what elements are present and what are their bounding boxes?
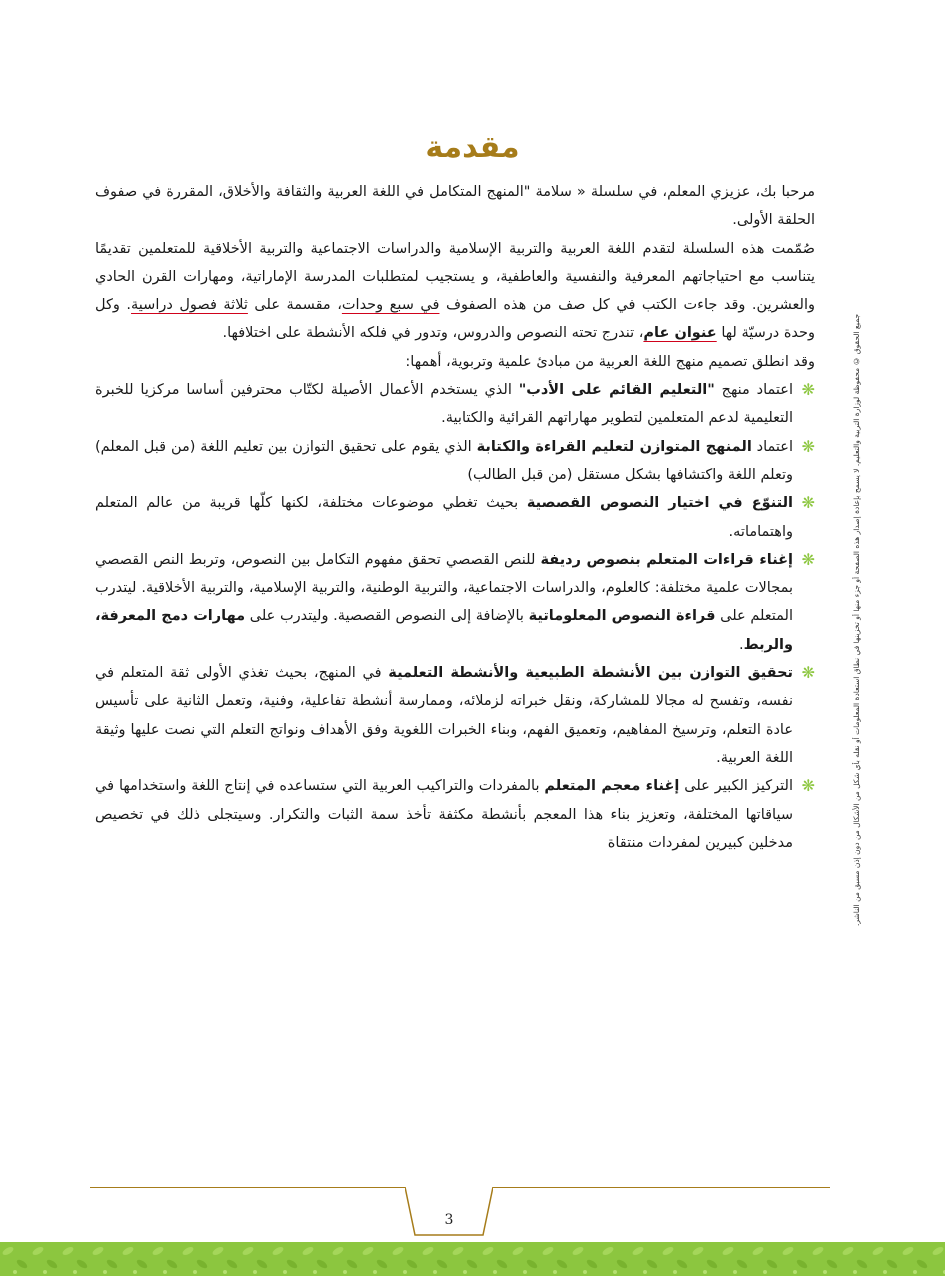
bold-phrase: مهارات دمج المعرفة، والربط bbox=[95, 608, 793, 653]
intro-paragraph-3: وقد انطلق تصميم منهج اللغة العربية من مبادئ علمية وتربوية، أهمها: bbox=[405, 353, 815, 370]
principles-list bbox=[95, 376, 815, 857]
text-run: بحيث تغطي موضوعات مختلفة، لكنها كلّها قريبة من عالم المتعلم واهتماماته. bbox=[95, 495, 793, 540]
text-run: ، مقسمة على bbox=[247, 297, 342, 314]
principle-item bbox=[95, 433, 815, 490]
text-run: اعتماد منهج bbox=[714, 382, 793, 399]
intro-paragraph-2 bbox=[95, 235, 815, 348]
underlined-phrase-title: عنوان عام bbox=[643, 325, 717, 342]
bold-phrase: "التعليم القائم على الأدب" bbox=[518, 382, 715, 399]
flower-bullet-icon: ❋ bbox=[801, 663, 815, 683]
intro-paragraph-1: مرحبا بك، عزيزي المعلم، في سلسلة « سلامة "المنهج المتكامل في اللغة العربية والثقافة والأخلاق، المقررة في صفوف الحلقة الأولى. bbox=[95, 184, 815, 229]
flower-bullet-icon: ❋ bbox=[801, 549, 815, 569]
text-run: للنص القصصي تحقق مفهوم التكامل بين النصوص، وتربط النص القصصي بمجالات علمية مختلفة: كالعلوم، والدراسات الاجتماعية، والتربية الوطنية، والتربية الإسلامية، والتربية الأخلاقية. ليتدرب المتعلم على bbox=[95, 551, 793, 625]
text-run: ، تندرج تحته النصوص والدروس، وتدور في فلكه الأنشطة على اختلافها. bbox=[222, 325, 644, 342]
flower-bullet-icon: ❋ bbox=[801, 776, 815, 796]
page-title: مقدمة bbox=[425, 130, 520, 165]
bold-phrase: إغناء معجم المتعلم bbox=[544, 778, 680, 795]
principle-item bbox=[95, 546, 815, 659]
leaf-pattern-icon bbox=[0, 1242, 945, 1276]
text-run: بالمفردات والتراكيب العربية التي ستساعده في إنتاج اللغة واستخدامها في سياقاتها المختلفة، وتعزيز بناء هذا المعجم بأنشطة مكثفة تأخذ سمة الثبات والتكرار. وسيتجلى ذلك في تخصيص مدخلين كبيرين لمفردات منتقاة bbox=[95, 778, 793, 851]
flower-bullet-icon: ❋ bbox=[801, 436, 815, 456]
text-run: . وكل وحدة درسيّة لها bbox=[95, 297, 815, 342]
principle-item bbox=[95, 772, 815, 857]
flower-bullet-icon: ❋ bbox=[801, 380, 815, 400]
underlined-phrase-terms: ثلاثة فصول دراسية bbox=[131, 297, 248, 314]
principle-item bbox=[95, 659, 815, 772]
underlined-phrase-units: في سبع وحدات bbox=[341, 297, 440, 314]
text-run: اعتماد bbox=[751, 438, 793, 455]
bold-phrase: التنوّع في اختيار النصوص القصصية bbox=[526, 495, 794, 512]
text-run: . bbox=[738, 636, 744, 653]
principle-item bbox=[95, 489, 815, 546]
decorative-footer-band bbox=[0, 1242, 945, 1276]
text-run: صُمّمت هذه السلسلة لتقدم اللغة العربية والتربية الإسلامية والدراسات الاجتماعية والتربية الأخلاقية للمتعلمين تقديمًا يتناسب مع احتياجاتهم المعرفية والنفسية والعاطفية، و يستجيب لمتطلبات المدرسة الإماراتية، ومهارات القرن الحادي والعشرين. وقد جاءت الكتب في كل صف من هذه الصفوف bbox=[95, 240, 815, 314]
copyright-note: جميع الحقوق © محفوظة لوزارة التربية والتعليم. لا يسمح بإعادة إصدار هذه الصفحة أو جزء منها أو تخزينها في نطاق استعادة المعلومات أو نقله بأي شكل من الأشكال من دون إذن مسبق من الناشر. bbox=[852, 313, 861, 927]
text-run: الذي يستخدم الأعمال الأصيلة لكتّاب محترفين أساسا مركزيا للخبرة التعليمية لدعم المتعلمين لتطوير مهاراتهم القرائية والكتابية. bbox=[95, 382, 793, 427]
text-run: الذي يقوم على تحقيق التوازن بين تعليم اللغة (من قبل المعلم) وتعلم اللغة واكتشافها بشكل مستقل (من قبل الطالب) bbox=[95, 438, 793, 483]
bold-phrase: تحقيق التوازن بين الأنشطة الطبيعية والأنشطة التعلمية bbox=[388, 665, 793, 682]
text-run: التركيز الكبير على bbox=[679, 778, 793, 795]
text-run: بالإضافة إلى النصوص القصصية. وليتدرب على bbox=[245, 608, 529, 625]
principle-item bbox=[95, 376, 815, 433]
text-run: في المنهج، بحيث تغذي الأولى ثقة المتعلم في نفسه، وتفسح له مجالا للمشاركة، ونقل خبراته لزملائه، وممارسة أنشطة تفاعلية، وفنية، وتعمل الثانية على تأسيس عادة التعلم، وترسيخ المفاهيم، وتعميق الفهم، وبناء الخبرات اللغوية وفق الأهداف ونواتج التعلم التي نصت عليها وثيقة اللغة العربية. bbox=[95, 665, 793, 766]
bold-phrase: قراءة النصوص المعلوماتية bbox=[528, 608, 716, 625]
bold-phrase: المنهج المتوازن لتعليم القراءة والكتابة bbox=[476, 438, 752, 455]
page-number: 3 bbox=[444, 1212, 454, 1228]
flower-bullet-icon: ❋ bbox=[801, 493, 815, 513]
bold-phrase: إغناء قراءات المتعلم بنصوص رديفة bbox=[540, 551, 793, 568]
body-text bbox=[95, 178, 815, 857]
